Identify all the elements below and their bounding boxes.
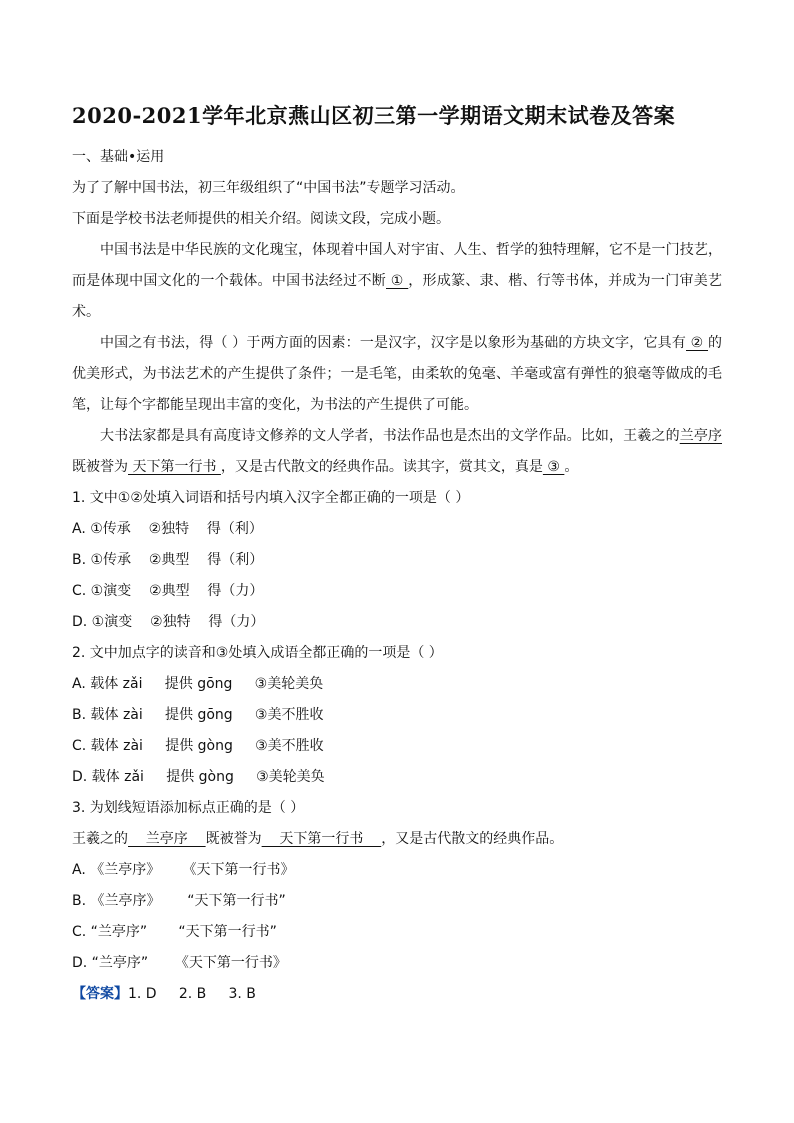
passage-text: ，又是古代散文的经典作品。读其字，赏其文，真是 — [220, 459, 543, 475]
sentence-text: ，又是古代散文的经典作品。 — [381, 831, 564, 847]
question-1-option: A. ①传承 ②独特 得（利） — [72, 521, 263, 537]
question-3-stem: 3. 为划线短语添加标点正确的是（ ） — [72, 800, 305, 816]
underlined-phrase: 兰亭序 — [679, 428, 722, 444]
passage-text: 中国之有书法，得（ ）于两方面的因素：一是汉字，汉字是以象形为基础的方块文字，它具有 — [100, 335, 687, 351]
blank-3: ③ — [542, 459, 565, 475]
passage-text: 。 — [564, 459, 579, 475]
page-title: 2020-2021学年北京燕山区初三第一学期语文期末试卷及答案 — [72, 103, 676, 128]
blank-1: ① — [386, 273, 409, 289]
answer-line — [72, 979, 722, 1010]
passage-text: 大书法家都是具有高度诗文修养的文人学者，书法作品也是杰出的文学作品。比如，王羲之的 — [100, 428, 680, 444]
question-1-option: B. ①传承 ②典型 得（利） — [72, 552, 264, 568]
question-1-option: D. ①演变 ②独特 得（力） — [72, 614, 265, 630]
question-3-option: B. 《兰亭序》 “天下第一行书” — [72, 893, 286, 909]
passage-paragraph-1 — [72, 235, 722, 328]
answer-tag: 【答案】 — [72, 986, 128, 1002]
passage-text: 中国书法是中华民族的文化瑰宝，体现着中国人对宇宙、人生、哲学的独特理解，它不是一门技艺，而是体现中国文化的一个载体。中国书法经过不断 — [72, 242, 722, 289]
answer-text: 1. D 2. B 3. B — [128, 986, 256, 1002]
underlined-phrase: 天下第一行书 — [261, 831, 382, 847]
question-3-option: C. “兰亭序” “天下第一行书” — [72, 924, 277, 940]
passage-text: ，形成篆、隶、楷、行等书体，并成为一门审美艺术。 — [72, 273, 723, 320]
question-2-option: C. 载体 zài 提供 gòng ③美不胜收 — [72, 738, 324, 754]
question-3-option: D. “兰亭序” 《天下第一行书》 — [72, 955, 287, 971]
passage-text: 既被誉为 — [72, 459, 128, 475]
passage-paragraph-2 — [72, 328, 722, 421]
question-1-stem: 1. 文中①②处填入词语和括号内填入汉字全都正确的一项是（ ） — [72, 490, 470, 506]
passage-paragraph-3 — [72, 421, 722, 483]
question-2-option: B. 载体 zài 提供 gōng ③美不胜收 — [72, 707, 324, 723]
intro-line-2: 下面是学校书法老师提供的相关介绍。阅读文段，完成小题。 — [72, 211, 450, 227]
underlined-phrase: 天下第一行书 — [128, 459, 221, 475]
sentence-text: 既被誉为 — [205, 831, 262, 847]
question-1-option: C. ①演变 ②典型 得（力） — [72, 583, 264, 599]
intro-line-1: 为了了解中国书法，初三年级组织了“中国书法”专题学习活动。 — [72, 180, 465, 196]
question-3-sentence — [72, 824, 722, 855]
question-2-option: A. 载体 zǎi 提供 gōng ③美轮美奂 — [72, 676, 324, 692]
section-heading: 一、基础•运用 — [72, 149, 165, 165]
question-2-option: D. 载体 zǎi 提供 gòng ③美轮美奂 — [72, 769, 325, 785]
blank-2: ② — [686, 335, 709, 351]
sentence-text: 王羲之的 — [72, 831, 128, 847]
question-2-stem: 2. 文中加点字的读音和③处填入成语全都正确的一项是（ ） — [72, 645, 443, 661]
question-3-option: A. 《兰亭序》 《天下第一行书》 — [72, 862, 295, 878]
passage-text: 的优美形式，为书法艺术的产生提供了条件；一是毛笔，由柔软的兔毫、羊毫或富有弹性的狼毫等做成的毛笔，让每个字都能呈现出丰富的变化，为书法的产生提供了可能。 — [72, 335, 723, 413]
underlined-phrase: 兰亭序 — [128, 831, 206, 847]
